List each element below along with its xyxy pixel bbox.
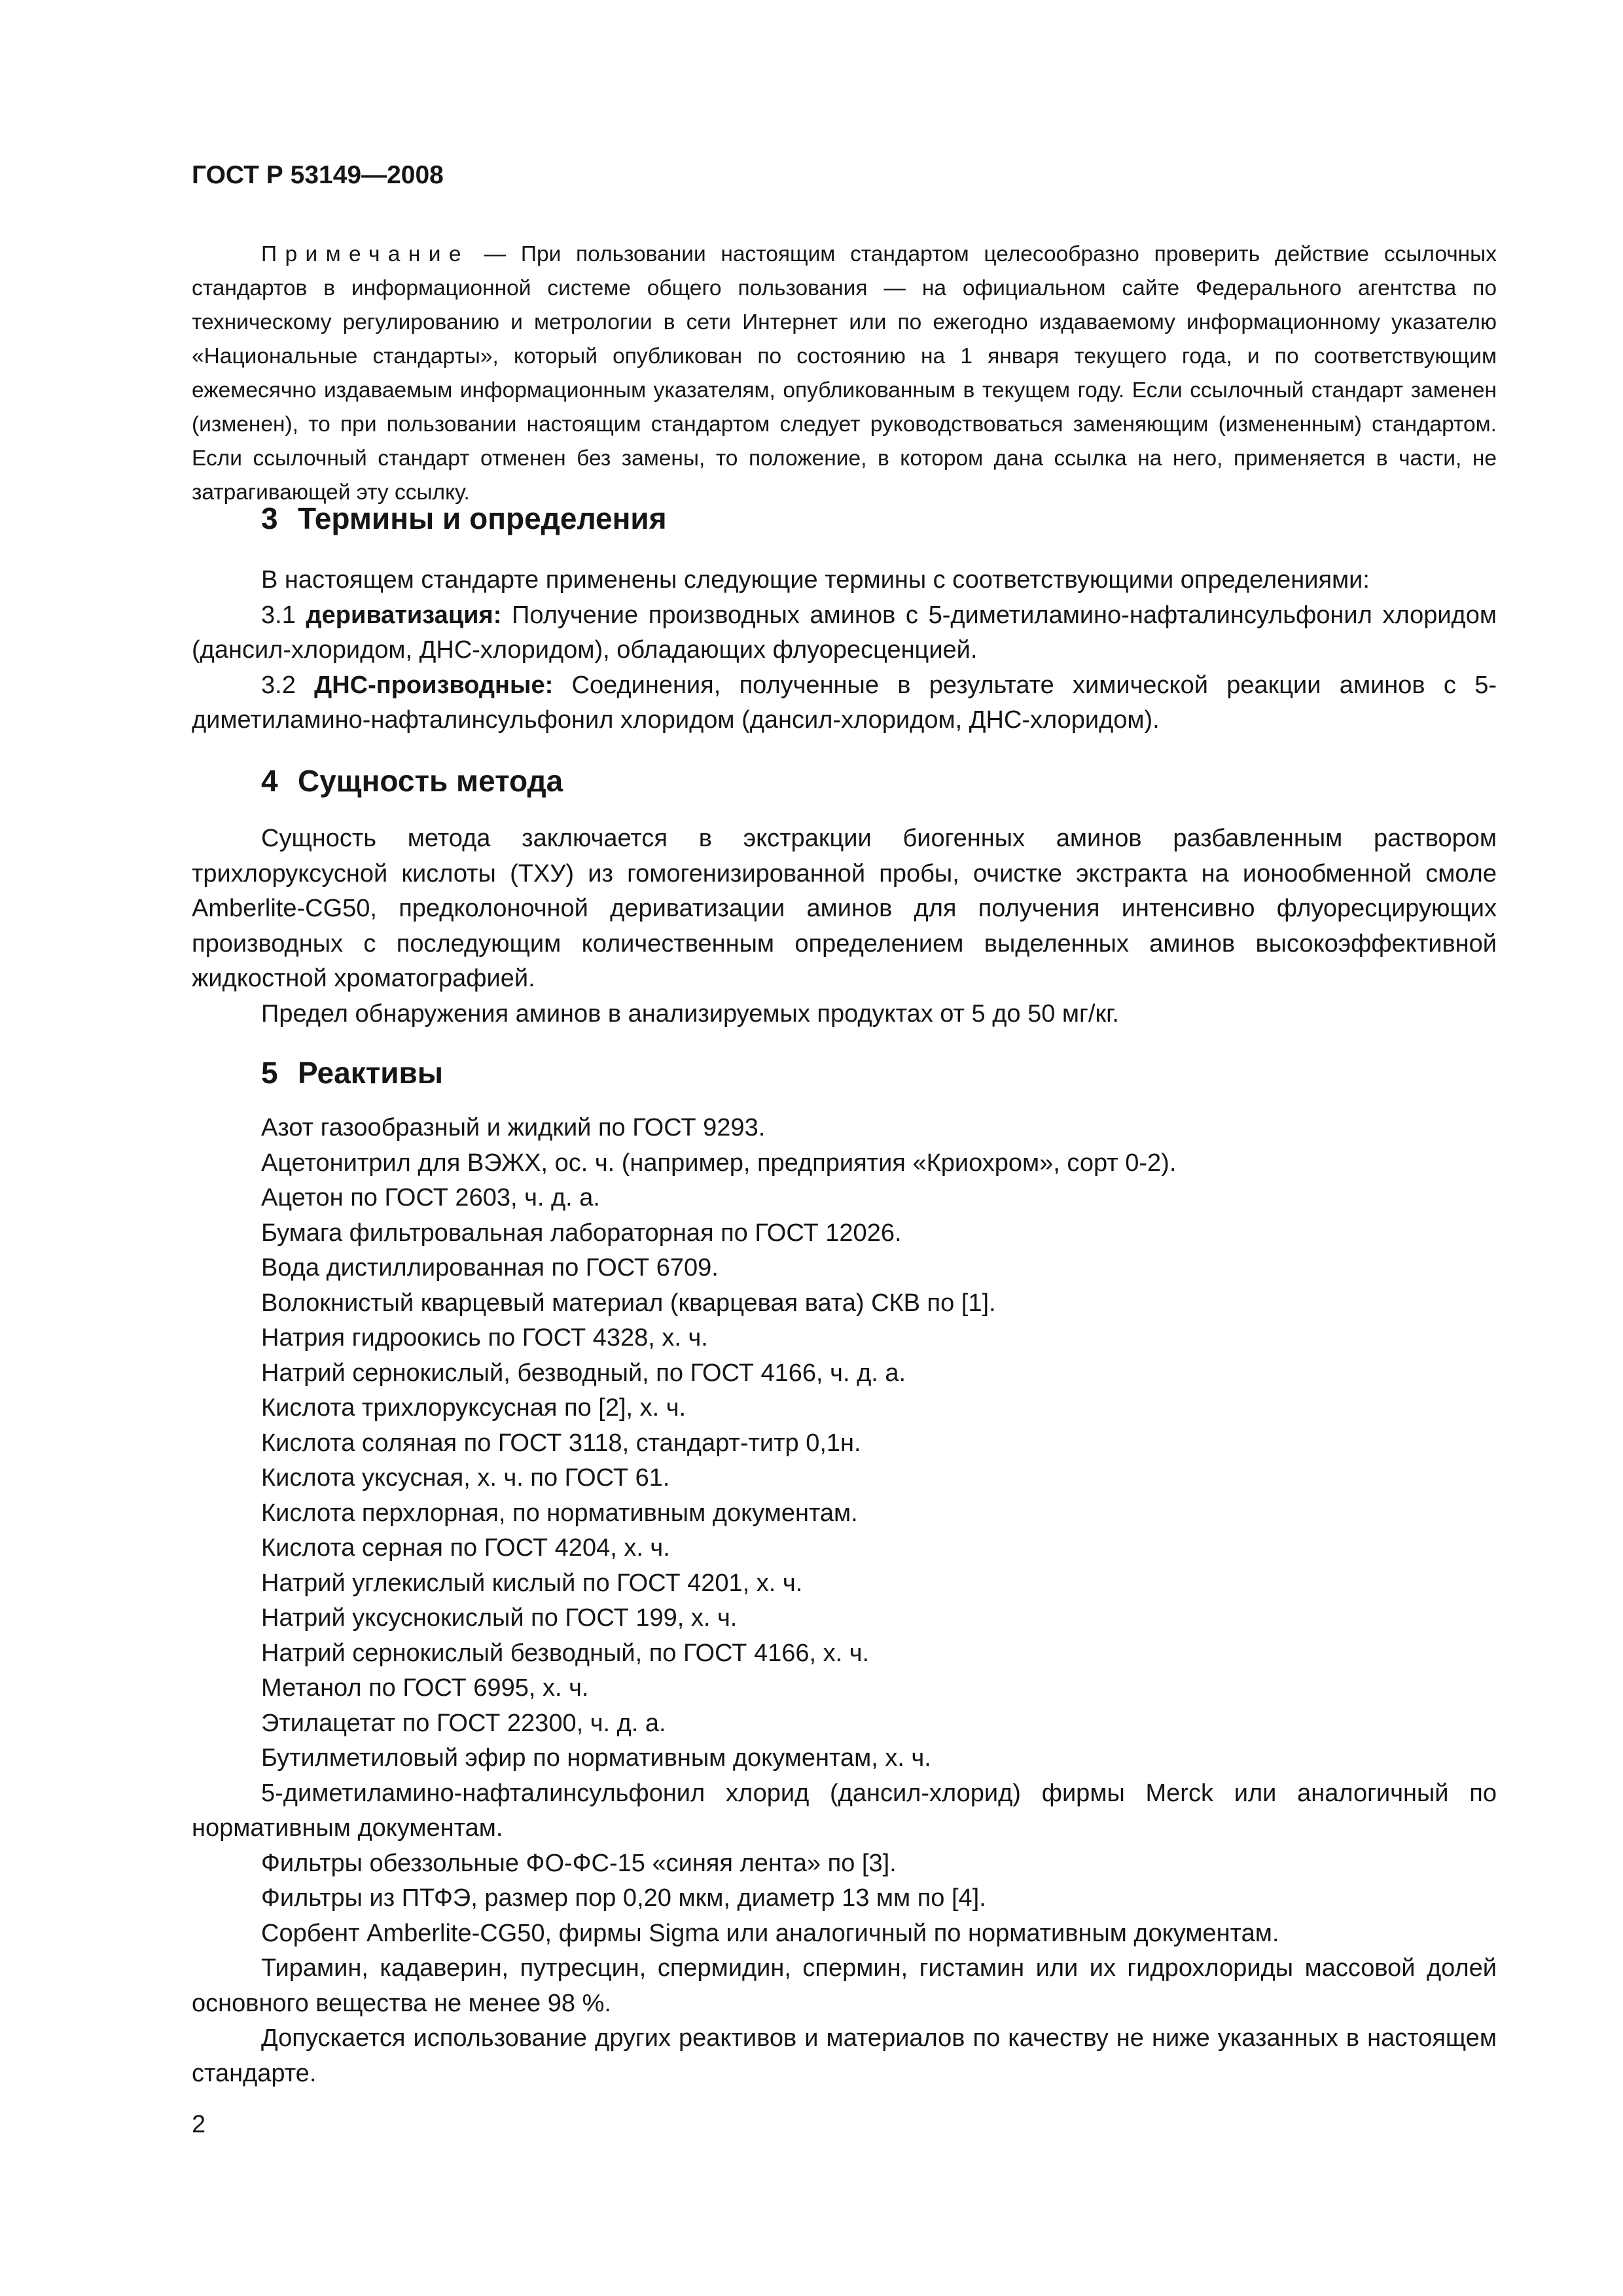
section-5-heading [261, 1054, 443, 1091]
section-5-body [192, 1111, 1497, 2091]
reagent-item: Бутилметиловый эфир по нормативным документам, х. ч. [261, 1744, 931, 1772]
reagent-item: Натрий углекислый кислый по ГОСТ 4201, х. ч. [261, 1569, 803, 1597]
reagent-item: Кислота соляная по ГОСТ 3118, стандарт-титр 0,1н. [261, 1429, 861, 1457]
reagent-item: Натрия гидроокись по ГОСТ 4328, х. ч. [261, 1324, 708, 1352]
reagent-item: Тирамин, кадаверин, путресцин, спермидин, спермин, гистамин или их гидрохлориды массовой долей основного вещества не менее 98 %. [192, 1954, 1497, 2017]
term-number: 3.1 [261, 601, 306, 629]
reagent-item: Допускается использование других реактивов и материалов по качеству не ниже указанных в настоящем стандарте. [192, 2024, 1497, 2087]
section-4-paragraph: Сущность метода заключается в экстракции биогенных аминов разбавленным раствором трихлоруксусной кислоты (ТХУ) из гомогенизированной пробы, очистке экстракта на ионообменной смоле Amberlite-CG50, предколоночной дериватизации аминов для получения интенсивно флуоресцирующих производных с последующим количественным определением выделенных аминов высокоэффективной жидкостной хроматографией. [192, 825, 1497, 992]
note-text: — При пользовании настоящим стандартом целесообразно проверить действие ссылочных стандартов в информационной системе общего пользования — на официальном сайте Федерального агентства по техническому регулированию и метрологии в сети Интернет или по ежегодно издаваемому информационному указателю «Национальные стандарты», который опубликован по состоянию на 1 января текущего года, и по соответствующим ежемесячно издаваемым информационным указателям, опубликованным в текущем году. Если ссылочный стандарт заменен (изменен), то при пользовании настоящим стандартом следует руководствоваться заменяющим (измененным) стандартом. Если ссылочный стандарт отменен без замены, то положение, в котором дана ссылка на него, применяется в части, не затрагивающей эту ссылку. [192, 242, 1497, 505]
term-definition: Получение производных аминов с 5-диметиламино-нафталинсульфонил хлоридом (дансил-хлоридом, ДНС-хлоридом), обладающих флуоресценцией. [192, 601, 1497, 664]
section-4-paragraph: Предел обнаружения аминов в анализируемых продуктах от 5 до 50 мг/кг. [261, 999, 1119, 1028]
reagent-item: Натрий сернокислый, безводный, по ГОСТ 4166, ч. д. а. [261, 1359, 906, 1387]
section-number: 5 [261, 1056, 278, 1090]
reagent-item: Метанол по ГОСТ 6995, х. ч. [261, 1674, 589, 1702]
reagent-item: Натрий уксуснокислый по ГОСТ 199, х. ч. [261, 1604, 738, 1632]
section-3-heading [261, 500, 667, 537]
section-3-body [192, 563, 1497, 738]
page-number: 2 [192, 2111, 206, 2138]
reagent-item: Сорбент Amberlite-CG50, фирмы Sigma или аналогичный по нормативным документам. [261, 1919, 1279, 1947]
term-3-1 [192, 598, 1497, 668]
term-name: дериватизация: [306, 601, 502, 629]
term-number: 3.2 [261, 671, 315, 699]
reagent-item: Азот газообразный и жидкий по ГОСТ 9293. [261, 1114, 766, 1141]
reagent-item: Волокнистый кварцевый материал (кварцевая вата) СКВ по [1]. [261, 1289, 996, 1317]
section-3-intro: В настоящем стандарте применены следующие термины с соответствующими определениями: [261, 566, 1370, 594]
term-3-2 [192, 668, 1497, 738]
reagent-item: Кислота серная по ГОСТ 4204, х. ч. [261, 1534, 670, 1562]
reagent-item: Вода дистиллированная по ГОСТ 6709. [261, 1254, 719, 1282]
reagent-item: Ацетонитрил для ВЭЖХ, ос. ч. (например, предприятия «Криохром», сорт 0-2). [261, 1149, 1177, 1177]
reagent-item: Натрий сернокислый безводный, по ГОСТ 4166, х. ч. [261, 1639, 870, 1667]
note-block [192, 238, 1497, 510]
reagent-item: Кислота трихлоруксусная по [2], х. ч. [261, 1394, 687, 1422]
section-title: Термины и определения [298, 501, 667, 535]
section-number: 3 [261, 501, 278, 535]
section-title: Реактивы [298, 1056, 444, 1090]
document-code: ГОСТ Р 53149—2008 [192, 161, 444, 189]
reagent-item: Бумага фильтровальная лабораторная по ГОСТ 12026. [261, 1219, 902, 1247]
reagent-item: Кислота уксусная, х. ч. по ГОСТ 61. [261, 1464, 670, 1492]
reagent-item: 5-диметиламино-нафталинсульфонил хлорид (дансил-хлорид) фирмы Merck или аналогичный по нормативным документам. [192, 1779, 1497, 1842]
reagent-item: Фильтры обеззольные ФО-ФС-15 «синяя лента» по [3]. [261, 1849, 897, 1877]
section-number: 4 [261, 764, 278, 798]
reagent-item: Этилацетат по ГОСТ 22300, ч. д. а. [261, 1709, 666, 1737]
section-4-body [192, 821, 1497, 1031]
reagent-item: Фильтры из ПТФЭ, размер пор 0,20 мкм, диаметр 13 мм по [4]. [261, 1884, 986, 1912]
term-definition: Соединения, полученные в результате химической реакции аминов с 5-диметиламино-нафталинсульфонил хлоридом (дансил-хлоридом, ДНС-хлоридом). [192, 671, 1497, 734]
term-name: ДНС-производные: [314, 671, 554, 699]
note-paragraph [192, 238, 1497, 510]
note-label: Примечание [261, 242, 469, 266]
reagent-item: Кислота перхлорная, по нормативным документам. [261, 1499, 858, 1527]
reagent-item: Ацетон по ГОСТ 2603, ч. д. а. [261, 1184, 600, 1211]
section-title: Сущность метода [298, 764, 563, 798]
document-page [192, 0, 1497, 2296]
section-4-heading [261, 762, 563, 799]
